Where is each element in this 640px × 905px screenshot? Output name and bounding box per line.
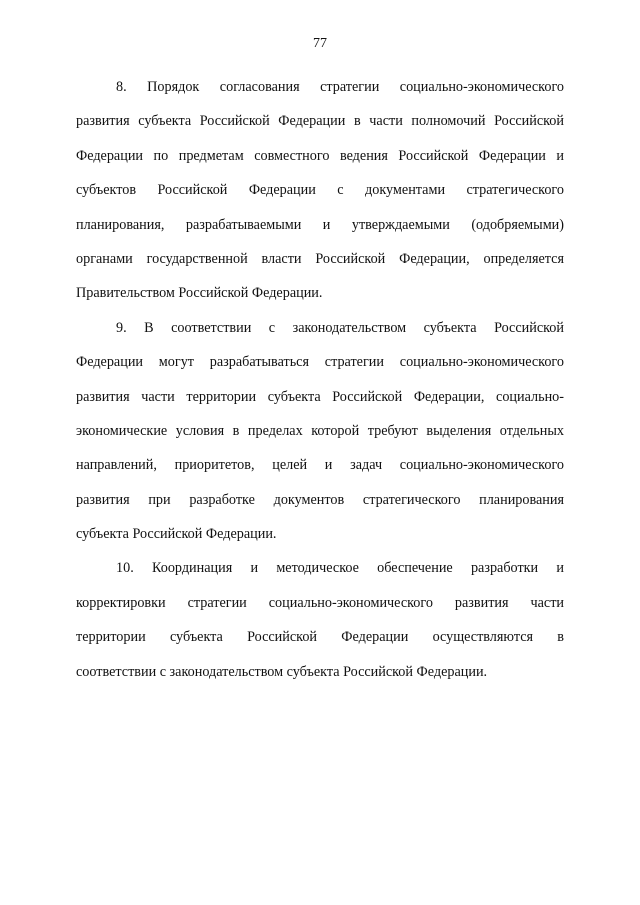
page-number: 77 — [313, 36, 327, 51]
paragraph-8 — [76, 70, 564, 311]
paragraph-9 — [76, 311, 564, 552]
text-line: экономические условия в пределах которой требуют выделения отдельных — [76, 422, 564, 439]
text-line: субъектов Российской Федерации с документами стратегического — [76, 182, 564, 199]
text-line: 8. Порядок согласования стратегии социально-экономического — [116, 79, 564, 95]
text-line: соответствии с законодательством субъекта Российской Федерации. — [76, 663, 488, 680]
text-line: органами государственной власти Российской Федерации, определяется — [76, 250, 564, 267]
text-line: территории субъекта Российской Федерации осуществляются в — [76, 629, 564, 646]
text-line: развития при разработке документов стратегического планирования — [76, 491, 564, 508]
text-line: развития части территории субъекта Российской Федерации, социально- — [76, 388, 564, 405]
text-line: планирования, разрабатываемыми и утверждаемыми (одобряемыми) — [76, 216, 564, 233]
text-line: Правительством Российской Федерации. — [76, 285, 323, 302]
text-line: Федерации могут разрабатываться стратегии социально-экономического — [76, 354, 564, 371]
text-line: Федерации по предметам совместного ведения Российской Федерации и — [76, 147, 564, 164]
text-line: субъекта Российской Федерации. — [76, 526, 277, 543]
text-line: 10. Координация и методическое обеспечение разработки и — [116, 560, 564, 577]
text-line: направлений, приоритетов, целей и задач социально-экономического — [76, 457, 564, 474]
paragraph-10 — [76, 551, 564, 689]
text-line: 9. В соответствии с законодательством субъекта Российской — [116, 319, 564, 336]
text-line: развития субъекта Российской Федерации в части полномочий Российской — [76, 113, 564, 130]
document-body — [76, 70, 564, 689]
text-line: корректировки стратегии социально-экономического развития части — [76, 594, 564, 611]
